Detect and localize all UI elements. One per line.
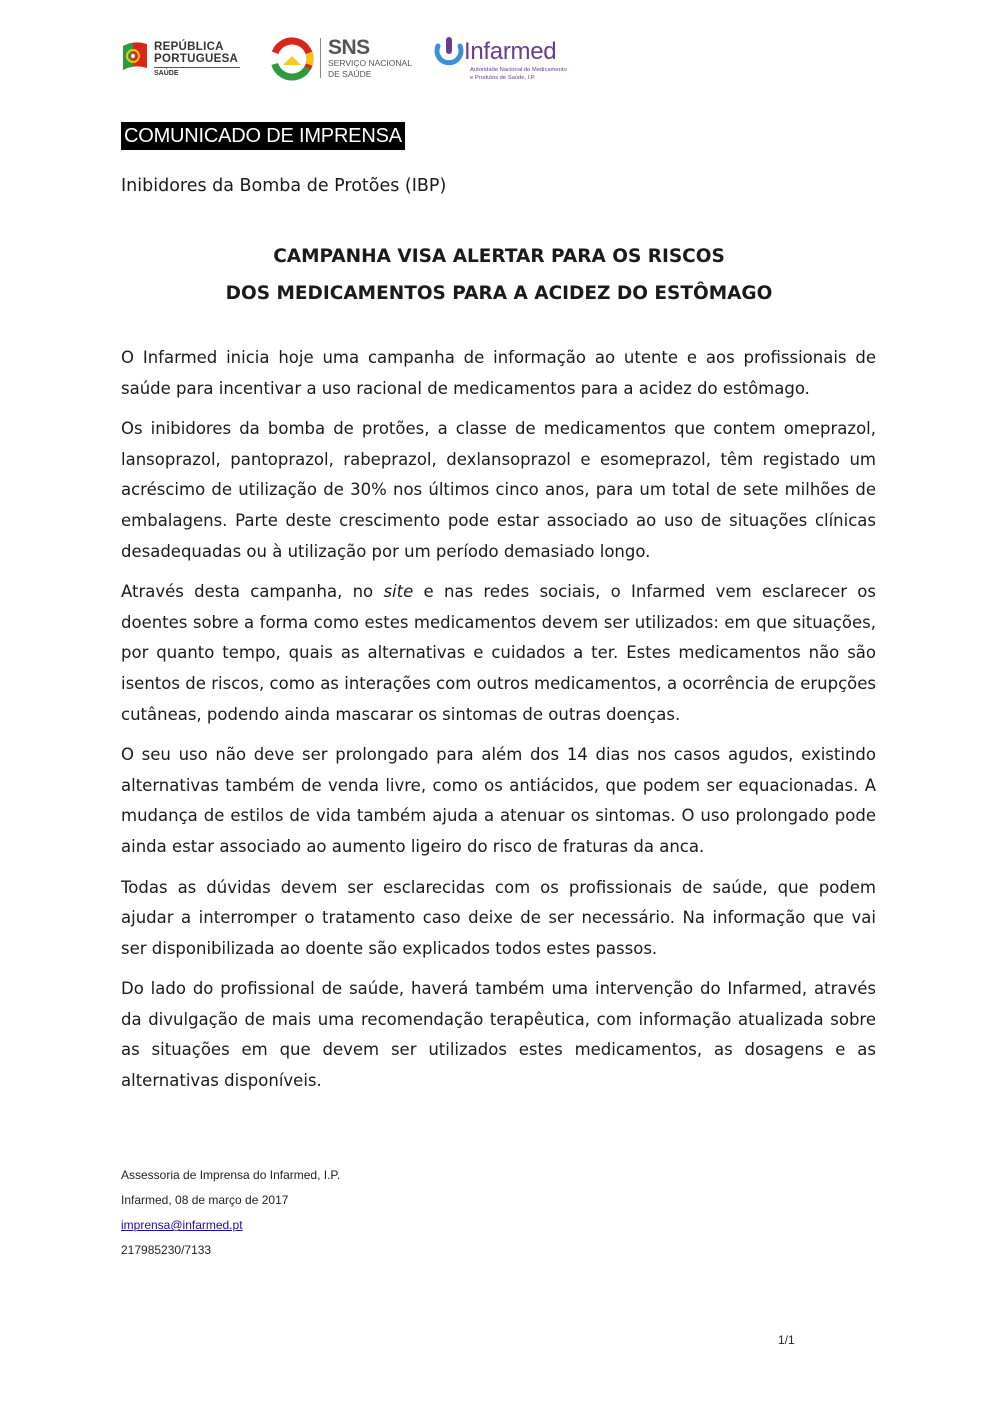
republica-line3: SAÚDE [154, 70, 179, 77]
republica-line2: PORTUGUESA [154, 53, 239, 65]
sns-emblem-icon [270, 37, 314, 81]
infarmed-subtitle-line1: Autoridade Nacional do Medicamento [470, 67, 567, 73]
sns-divider [320, 38, 321, 78]
sns-subtitle-line1: SERVIÇO NACIONAL [328, 58, 412, 68]
infarmed-title: Infarmed [464, 38, 557, 65]
sns-logo [270, 34, 412, 84]
headline-line2: DOS MEDICAMENTOS PARA A ACIDEZ DO ESTÔMAGO [225, 283, 773, 304]
headline-line1: CAMPANHA VISA ALERTAR PARA OS RISCOS [273, 246, 725, 267]
paragraph-4: O seu uso não deve ser prolongado para além dos 14 dias nos casos agudos, existindo alternativas também de venda livre, como os antiácidos, que podem ser equacionadas. A mudança de estilos de vida também ajuda a atenuar os sintomas. O uso prolongado pode ainda estar associado ao aumento ligeiro do risco de fraturas da anca. [121, 745, 876, 856]
document-subject: Inibidores da Bomba de Protões (IBP) [121, 176, 447, 196]
infarmed-logo [432, 34, 582, 84]
infarmed-emblem-icon [432, 36, 466, 72]
sns-title: SNS [328, 36, 370, 59]
infarmed-subtitle-line2: e Produtos de Saúde, I.P. [470, 75, 536, 81]
date-line: Infarmed, 08 de março de 2017 [121, 1193, 289, 1207]
republica-portuguesa-logo [120, 34, 250, 84]
email-link[interactable]: imprensa@infarmed.pt [121, 1218, 243, 1232]
paragraph-3-rest: e nas redes sociais, o Infarmed vem esclarecer os doentes sobre a forma como estes medicamentos devem ser utilizados: em que situações, por quanto tempo, quais as alternativas e cuidados a ter. Estes medicamentos não são isentos de riscos, como as interações com outros medicamentos, a ocorrência de erupções cutâneas, podendo ainda mascarar os sintomas de outras doenças. [121, 582, 876, 724]
page-number: 1/1 [778, 1333, 795, 1347]
paragraph-5: Todas as dúvidas devem ser esclarecidas com os profissionais de saúde, que podem ajudar a interromper o tratamento caso deixe de ser necessário. Na informação que vai ser disponibilizada ao doente são explicados todos estes passos. [121, 877, 876, 958]
paragraph-3-start: Através desta campanha, no [121, 582, 384, 602]
paragraph-3 [121, 577, 876, 730]
portugal-flag-emblem-icon [120, 40, 150, 74]
paragraph-1: O Infarmed inicia hoje uma campanha de informação ao utente e aos profissionais de saúde para incentivar a uso racional de medicamentos para a acidez do estômago. [121, 348, 876, 398]
republica-divider [154, 67, 240, 68]
press-office: Assessoria de Imprensa do Infarmed, I.P. [121, 1168, 341, 1182]
press-release-label: COMUNICADO DE IMPRENSA [121, 122, 405, 150]
header-logos [120, 34, 580, 84]
phone-number: 217985230/7133 [121, 1243, 212, 1257]
paragraph-3-emphasis: site [383, 582, 414, 602]
press-contact-block [121, 1163, 340, 1263]
headline [121, 238, 877, 312]
document-body [121, 343, 876, 1107]
paragraph-2: Os inibidores da bomba de protões, a classe de medicamentos que contem omeprazol, lansoprazol, pantoprazol, rabeprazol, dexlansoprazol e esomeprazol, têm registado um acréscimo de utilização de 30% nos últimos cinco anos, para um total de sete milhões de embalagens. Parte deste crescimento pode estar associado ao uso de situações clínicas desadequadas ou à utilização por um período demasiado longo. [121, 419, 876, 561]
paragraph-6: Do lado do profissional de saúde, haverá também uma intervenção do Infarmed, através da divulgação de mais uma recomendação terapêutica, com informação atualizada sobre as situações em que devem ser utilizados estes medicamentos, as dosagens e as alternativas disponíveis. [121, 979, 876, 1091]
sns-subtitle-line2: DE SAÚDE [328, 69, 372, 79]
republica-line1: REPÚBLICA [154, 41, 224, 53]
